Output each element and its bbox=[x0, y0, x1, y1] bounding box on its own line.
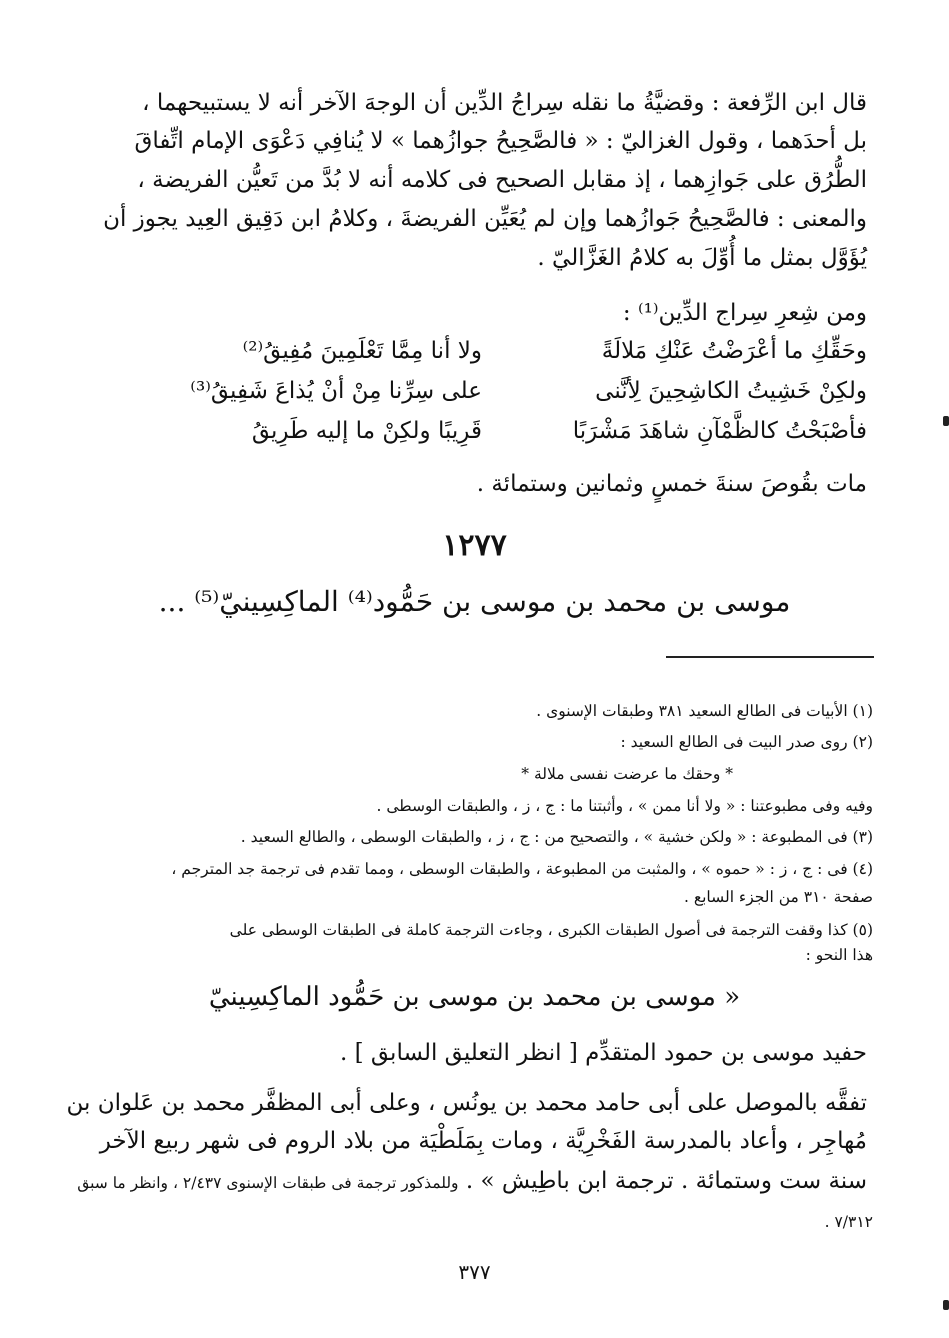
footnote-separator bbox=[666, 656, 874, 658]
quoted-title: « موسى بن محمد بن موسى بن حَمُّود الماكِسِينيّ bbox=[208, 982, 741, 1012]
quoted-line-text: مُهاجِر ، وأعاد بالمدرسة الفَخْرِيَّة ، ومات بِمَلَطْيَة من بلاد الروم فى شهر ربيع الآخر bbox=[99, 1128, 867, 1154]
footnote-text: (٤) فى : ج ، ز : « حموه » ، والمثبت من المطبوعة ، والطبقات الوسطى ، ومما تقدم فى ترجمة جد المترجم ، bbox=[171, 860, 873, 878]
paragraph-line: يُؤَوَّل بمثل ما أُوِّلَ به كلامُ الغَزَّاليّ . bbox=[537, 245, 867, 271]
poem-verse bbox=[147, 380, 867, 414]
footnote-text: (٢) روى صدر البيت فى الطالع السعيد : bbox=[620, 733, 873, 751]
quoted-last-line-text bbox=[77, 1168, 867, 1194]
quoted-subtitle-text: حفيد موسى بن حمود المتقدِّم [ انظر التعليق السابق ] . bbox=[339, 1040, 867, 1066]
paragraph-line: الطُّرُق على جَوازِهما ، إذ مقابل الصحيح فى كلامه أنه لا بُدَّ من تَعيُّن الفريضة ، bbox=[137, 167, 867, 193]
footnote-text: (٥) كذا وقفت الترجمة فى أصول الطبقات الكبرى ، وجاءت الترجمة كاملة فى الطبقات الوسطى على bbox=[229, 921, 873, 939]
page-number: ٣٧٧ bbox=[458, 1260, 491, 1284]
verse-first-hemistich: وحَقِّكِ ما أعْرَضْتُ عَنْكِ مَلالَةً bbox=[601, 338, 867, 364]
footnote-text: صفحة ٣١٠ من الجزء السابع . bbox=[684, 888, 873, 906]
death-line: مات بقُوصَ سنةَ خمسٍ وثمانين وستمائة . bbox=[476, 471, 867, 497]
verse-second-hemistich: ولا أنا مِمَّا تَعْلَمِينَ مُفِيقُ⁽²⁾ bbox=[242, 338, 482, 364]
quoted-last-main: سنة ست وستمائة . ترجمة ابن باطِيش » . bbox=[465, 1168, 867, 1194]
verse-second-hemistich: قَرِيبًا ولكِنْ ما إليه طَرِيقُ bbox=[251, 418, 482, 444]
footnote-end-text: ٧/٣١٢ . bbox=[824, 1213, 873, 1231]
verse-first-hemistich: ولكِنْ خَشِيتُ الكاشِحِينَ لِأنَّنى bbox=[595, 378, 867, 404]
entry-number: ١٢٧٧ bbox=[442, 528, 507, 563]
poem-verse bbox=[147, 340, 867, 374]
entry-title: موسى بن محمد بن موسى بن حَمُّود⁽⁴⁾ الماكِسِينيّ⁽⁵⁾ ... bbox=[158, 585, 791, 618]
footnote-text: هذا النحو : bbox=[805, 946, 873, 964]
poem-verse bbox=[147, 420, 867, 454]
footnote-text: (٣) فى المطبوعة : « ولكن خشية » ، والتصحيح من : ج ، ز ، والطبقات الوسطى ، والطالع السعيد . bbox=[240, 828, 873, 846]
edge-mark bbox=[943, 1300, 949, 1310]
quoted-line-text: تفقَّه بالموصل على أبى حامد محمد بن يونُس ، وعلى أبى المظفَّر محمد بن عَلوان بن bbox=[66, 1090, 867, 1116]
edge-mark bbox=[943, 416, 949, 426]
verse-second-hemistich: على سِرِّنا مِنْ أنْ يُذاعَ شَفِيقُ⁽³⁾ bbox=[190, 378, 482, 404]
paragraph-line: بل أحدَهما ، وقول الغزاليّ : « فالصَّحِيحُ جوازُهما » لا يُنافِي دَعْوَى الإمام اتِّفاقَ bbox=[134, 128, 867, 154]
quoted-last-note: وللمذكور ترجمة فى طبقات الإسنوى ٢/٤٣٧ ، وانظر ما سبق bbox=[77, 1174, 459, 1192]
paragraph-line: والمعنى : فالصَّحِيحُ جَوازُهما وإن لم يُعَيِّن الفريضةَ ، وكلامُ ابن دَقِيق العِيد يجوز أن bbox=[103, 206, 867, 232]
verse-first-hemistich: فأصْبَحْتُ كالظَّمْآنِ شاهَدَ مَشْرَبًا bbox=[572, 418, 867, 444]
footnote-text: (١) الأبيات فى الطالع السعيد ٣٨١ وطبقات الإسنوى . bbox=[536, 702, 873, 720]
poetry-intro-text: ومن شِعرِ سِراج الدِّين⁽¹⁾ : bbox=[622, 300, 867, 326]
paragraph-line: قال ابن الرِّفعة : وقضيَّةُ ما نقله سِراجُ الدِّين أن الوجهَ الآخر أنه لا يستبيحهما ، bbox=[142, 90, 867, 116]
footnote-text: وفيه وفى مطبوعتنا : « ولا أنا ممن » ، وأثبتنا ما : ج ، ز ، والطبقات الوسطى . bbox=[376, 797, 873, 815]
footnote-text: * وحقك ما عرضت نفسى ملالة * bbox=[521, 765, 733, 783]
